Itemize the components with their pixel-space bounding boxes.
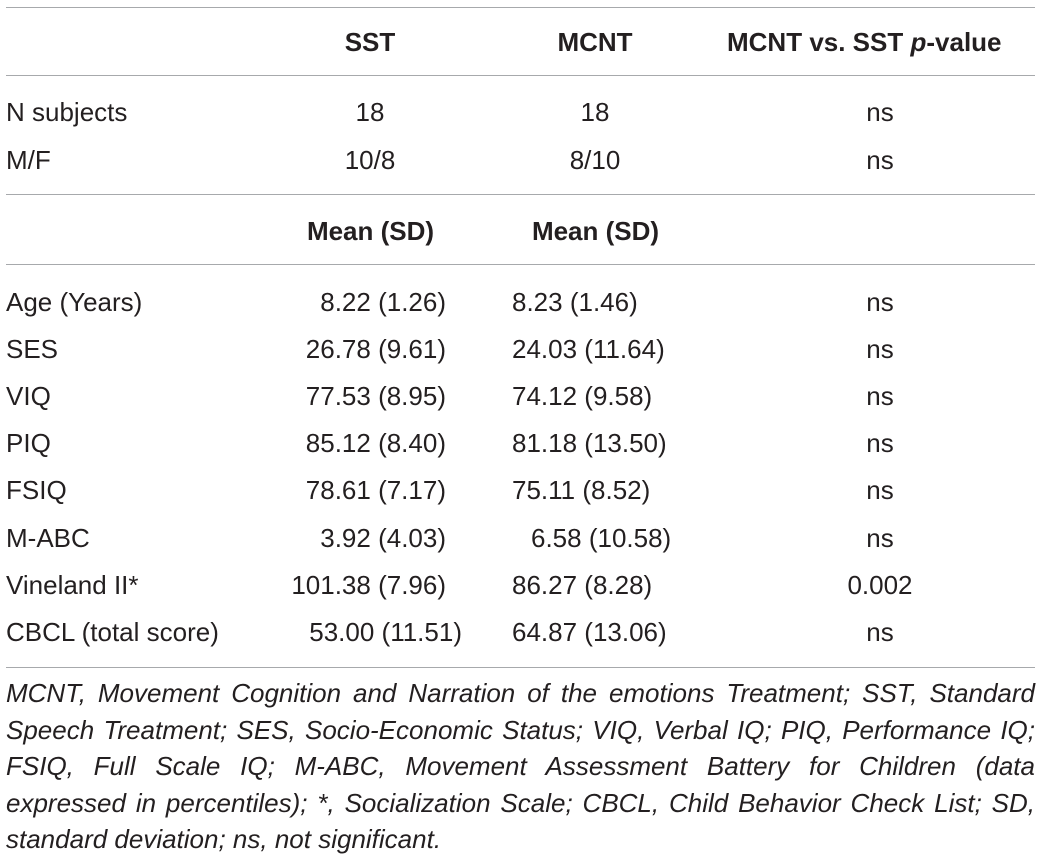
row-pvalue: ns <box>866 145 894 175</box>
row-label: M/F <box>6 145 51 175</box>
header-mcnt: MCNT <box>557 27 633 57</box>
header-pvalue <box>727 27 1002 57</box>
row-sst: 77.53 (8.95) <box>305 381 446 411</box>
row-mcnt: 6.58 (10.58) <box>531 523 672 553</box>
row-label: Vineland II* <box>6 570 139 600</box>
row-pvalue: 0.002 <box>847 570 913 600</box>
row-sst: 101.38 (7.96) <box>291 570 446 600</box>
row-mcnt: 8/10 <box>569 145 621 175</box>
subheader-rule <box>6 264 1035 265</box>
row-pvalue: ns <box>866 475 894 505</box>
row-sst: 8.22 (1.26) <box>320 287 446 317</box>
row-label: FSIQ <box>6 475 67 505</box>
row-pvalue: ns <box>866 97 894 127</box>
header-pvalue-italic: p <box>910 27 927 57</box>
row-mcnt: 75.11 (8.52) <box>512 475 651 505</box>
row-pvalue: ns <box>866 381 894 411</box>
table-footnote: MCNT, Movement Cognition and Narration of the emotions Treatment; SST, Standard Speech Treatment; SES, Socio-Economic Status; VIQ, Verbal IQ; PIQ, Performance IQ; FSIQ, Full Scale IQ; M-ABC, Movement Assessment Battery for Children (data expressed in percentiles); *, Socialization Scale; CBCL, Child Behavior Check List; SD, standard deviation; ns, not significant. <box>6 678 1035 854</box>
row-pvalue: ns <box>866 428 894 458</box>
row-label: N subjects <box>6 97 128 127</box>
row-pvalue: ns <box>866 523 894 553</box>
row-label: CBCL (total score) <box>6 617 219 647</box>
subheader-mcnt: Mean (SD) <box>531 216 660 246</box>
header-pvalue-prefix: MCNT vs. SST <box>727 27 911 57</box>
top-rule <box>6 7 1035 8</box>
subheader-sst: Mean (SD) <box>306 216 435 246</box>
row-mcnt: 18 <box>580 97 610 127</box>
row-label: PIQ <box>6 428 51 458</box>
row-sst: 26.78 (9.61) <box>305 334 446 364</box>
row-label: Age (Years) <box>6 287 143 317</box>
row-mcnt: 81.18 (13.50) <box>512 428 667 458</box>
row-sst: 78.61 (7.17) <box>305 475 446 505</box>
row-label: VIQ <box>6 381 51 411</box>
row-mcnt: 24.03 (11.64) <box>512 334 665 364</box>
row-pvalue: ns <box>866 617 894 647</box>
row-mcnt: 64.87 (13.06) <box>512 617 667 647</box>
header-sst: SST <box>344 27 396 57</box>
section-rule <box>6 194 1035 195</box>
row-pvalue: ns <box>866 334 894 364</box>
header-pvalue-suffix: -value <box>926 27 1002 57</box>
row-mcnt: 74.12 (9.58) <box>512 381 653 411</box>
row-sst: 85.12 (8.40) <box>305 428 446 458</box>
header-rule <box>6 75 1035 76</box>
row-sst: 18 <box>355 97 385 127</box>
row-sst: 10/8 <box>344 145 396 175</box>
row-mcnt: 8.23 (1.46) <box>512 287 638 317</box>
row-pvalue: ns <box>866 287 894 317</box>
row-sst: 3.92 (4.03) <box>320 523 446 553</box>
bottom-rule <box>6 667 1035 668</box>
row-label: M-ABC <box>6 523 90 553</box>
row-sst: 53.00 (11.51) <box>309 617 462 647</box>
row-label: SES <box>6 334 59 364</box>
row-mcnt: 86.27 (8.28) <box>512 570 653 600</box>
